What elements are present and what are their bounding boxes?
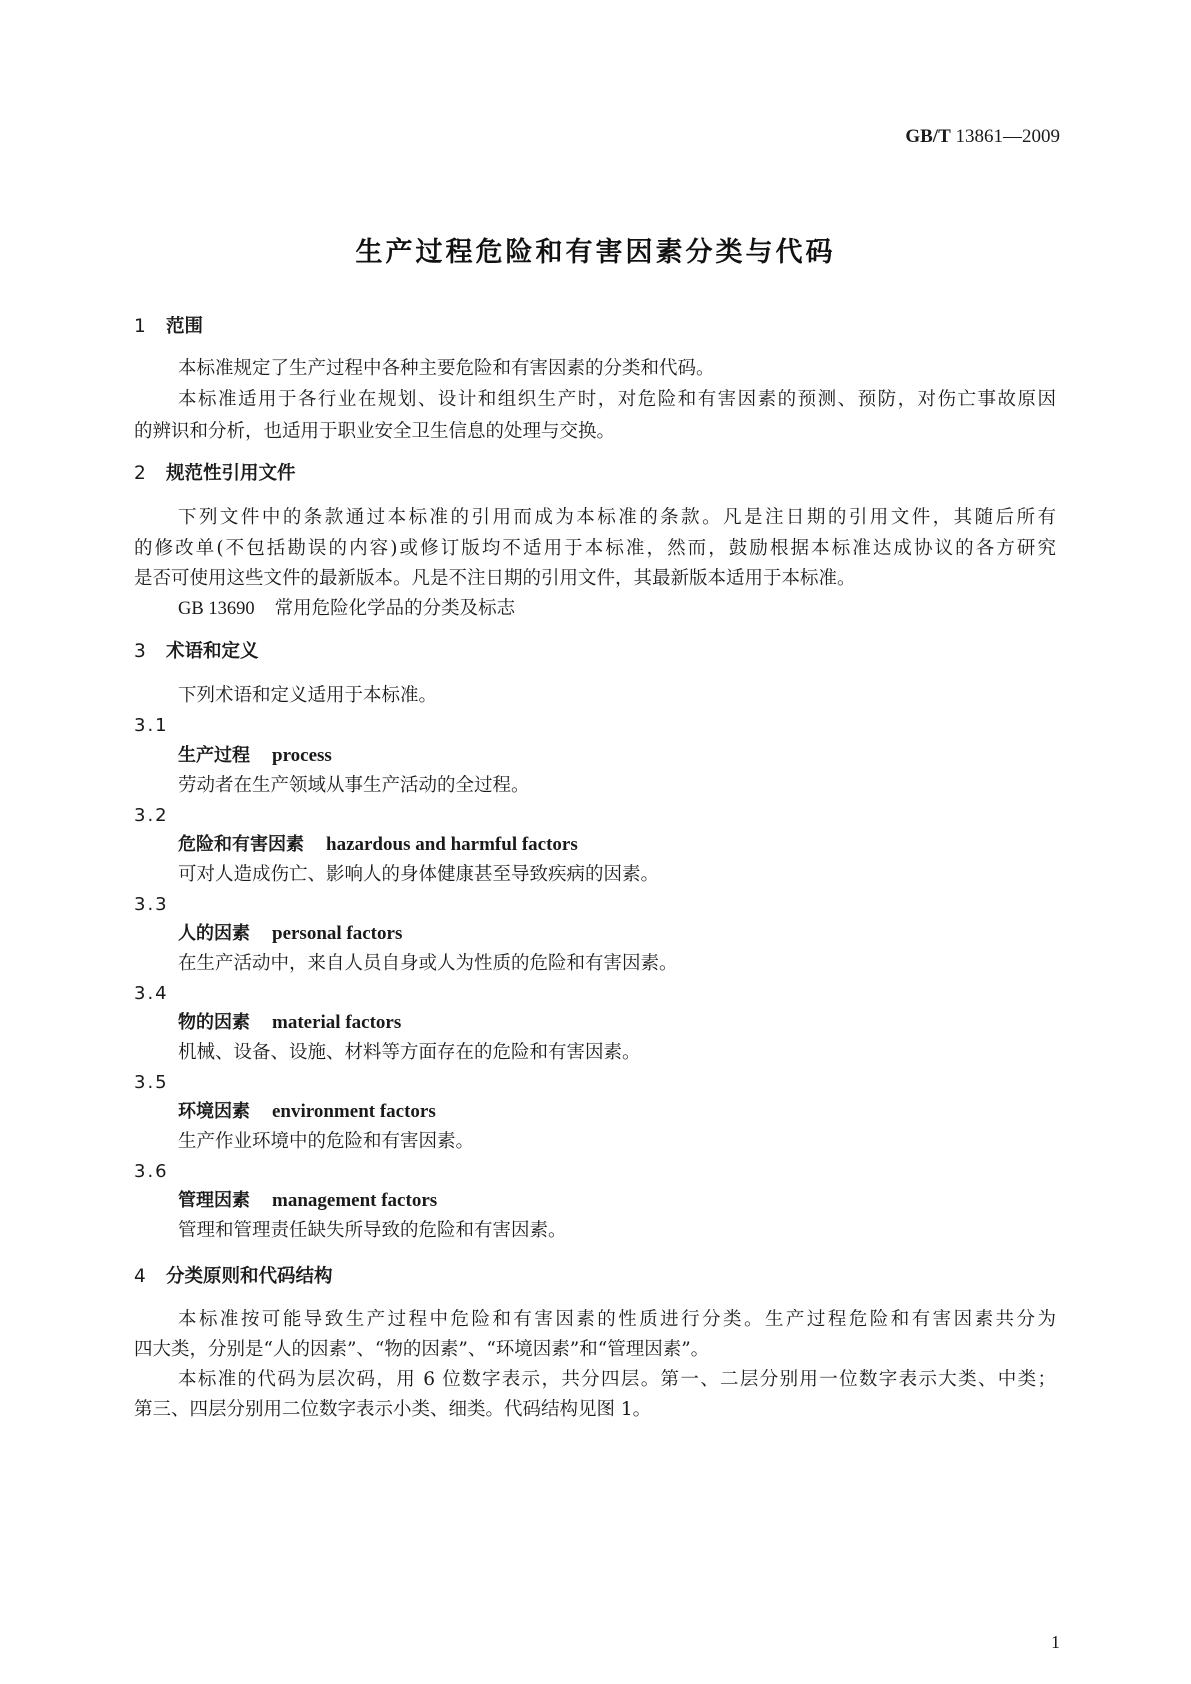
section-3-heading (134, 640, 259, 664)
paragraph: 下列术语和定义适用于本标准。 (178, 685, 438, 706)
term-heading (178, 1189, 437, 1213)
section-number: 3 (134, 641, 146, 662)
term-zh: 环境因素 (178, 1101, 250, 1122)
term-number: 3.3 (134, 894, 169, 915)
term-zh: 人的因素 (178, 923, 250, 944)
term-definition: 劳动者在生产领域从事生产活动的全过程。 (178, 775, 530, 796)
section-number: 4 (134, 1266, 146, 1287)
section-number: 1 (134, 316, 146, 337)
term-heading (178, 833, 578, 857)
standard-number: 13861—2009 (955, 126, 1060, 147)
term-zh: 生产过程 (178, 745, 250, 766)
term-en: personal factors (272, 923, 403, 944)
section-number: 2 (134, 463, 146, 484)
paragraph: 第三、四层分别用二位数字表示小类、细类。代码结构见图 1。 (134, 1399, 652, 1420)
term-definition: 生产作业环境中的危险和有害因素。 (178, 1131, 475, 1152)
paragraph: 下列文件中的条款通过本标准的引用而成为本标准的条款。凡是注日期的引用文件，其随后所有 (178, 507, 1056, 528)
term-number: 3.1 (134, 715, 169, 736)
term-heading (178, 922, 402, 946)
term-heading (178, 1100, 436, 1124)
standard-code (905, 126, 1060, 148)
term-en: hazardous and harmful factors (326, 834, 578, 855)
term-number: 3.2 (134, 805, 169, 826)
term-heading (178, 744, 332, 768)
term-en: material factors (272, 1012, 402, 1033)
paragraph: 本标准的代码为层次码，用 6 位数字表示，共分四层。第一、二层分别用一位数字表示大类、中类； (178, 1369, 1056, 1390)
term-heading (178, 1011, 401, 1035)
term-en: environment factors (272, 1101, 436, 1122)
term-en: process (272, 745, 332, 766)
standard-prefix: GB/T (905, 126, 951, 147)
reference-title: 常用危险化学品的分类及标志 (274, 598, 516, 619)
section-title: 范围 (166, 316, 204, 337)
section-title: 规范性引用文件 (166, 463, 296, 484)
page-number: 1 (1051, 1632, 1060, 1652)
paragraph: 本标准规定了生产过程中各种主要危险和有害因素的分类和代码。 (178, 358, 715, 379)
paragraph: 的修改单(不包括勘误的内容)或修订版均不适用于本标准，然而，鼓励根据本标准达成协议的各方研究 (134, 538, 1056, 559)
paragraph: 本标准按可能导致生产过程中危险和有害因素的性质进行分类。生产过程危险和有害因素共分为 (178, 1309, 1056, 1330)
term-zh: 物的因素 (178, 1012, 250, 1033)
paragraph: 是否可使用这些文件的最新版本。凡是不注日期的引用文件，其最新版本适用于本标准。 (134, 568, 856, 589)
term-zh: 管理因素 (178, 1190, 250, 1211)
paragraph: 本标准适用于各行业在规划、设计和组织生产时，对危险和有害因素的预测、预防，对伤亡事故原因 (178, 389, 1056, 410)
paragraph: 四大类，分别是“人的因素”、“物的因素”、“环境因素”和“管理因素”。 (134, 1339, 710, 1360)
paragraph: 的辨识和分析，也适用于职业安全卫生信息的处理与交换。 (134, 421, 616, 442)
term-number: 3.4 (134, 983, 169, 1004)
section-title: 术语和定义 (166, 641, 259, 662)
normative-reference (178, 597, 515, 621)
term-definition: 可对人造成伤亡、影响人的身体健康甚至导致疾病的因素。 (178, 864, 660, 885)
reference-code: GB 13690 (178, 599, 255, 619)
term-en: management factors (272, 1190, 438, 1211)
section-title: 分类原则和代码结构 (166, 1266, 333, 1287)
section-4-heading (134, 1265, 333, 1289)
term-definition: 在生产活动中，来自人员自身或人为性质的危险和有害因素。 (178, 953, 678, 974)
term-number: 3.6 (134, 1161, 169, 1182)
term-definition: 管理和管理责任缺失所导致的危险和有害因素。 (178, 1220, 567, 1241)
section-2-heading (134, 462, 296, 486)
term-number: 3.5 (134, 1072, 169, 1093)
document-title: 生产过程危险和有害因素分类与代码 (355, 237, 836, 268)
term-zh: 危险和有害因素 (178, 834, 304, 855)
term-definition: 机械、设备、设施、材料等方面存在的危险和有害因素。 (178, 1042, 641, 1063)
section-1-heading (134, 315, 203, 339)
